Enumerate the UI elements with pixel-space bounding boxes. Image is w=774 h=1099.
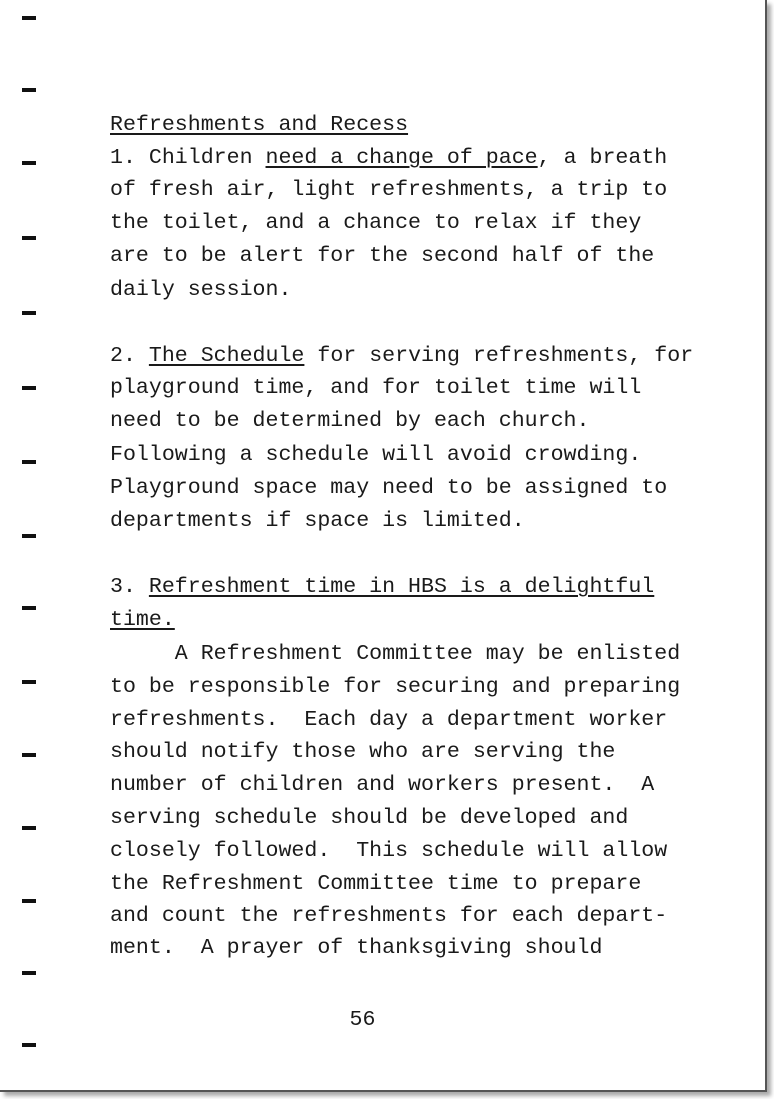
text-line bbox=[110, 642, 680, 666]
margin-mark bbox=[22, 826, 36, 830]
text-segment: 2. bbox=[110, 344, 149, 368]
text-segment: number of children and workers present. A bbox=[110, 773, 655, 797]
text-segment: the Refreshment Committee time to prepare bbox=[110, 872, 642, 896]
text-segment: Playground space may need to be assigned to bbox=[110, 476, 668, 500]
text-segment: are to be alert for the second half of the bbox=[110, 244, 655, 268]
margin-mark bbox=[22, 534, 36, 538]
text-line bbox=[110, 376, 641, 400]
text-line bbox=[110, 872, 641, 896]
margin-mark bbox=[22, 311, 36, 315]
text-segment: should notify those who are serving the bbox=[110, 740, 616, 764]
text-line bbox=[110, 278, 291, 302]
margin-mark bbox=[22, 753, 36, 757]
text-segment: departments if space is limited. bbox=[110, 509, 525, 533]
text-line bbox=[110, 211, 641, 235]
text-segment: need to be determined by each church. bbox=[110, 409, 590, 433]
margin-mark bbox=[22, 460, 36, 464]
margin-mark bbox=[22, 680, 36, 684]
underlined-text: time. bbox=[110, 608, 175, 632]
text-line bbox=[110, 476, 667, 500]
text-line bbox=[110, 936, 602, 960]
text-segment: and count the refreshments for each depart- bbox=[110, 904, 668, 928]
text-line bbox=[110, 773, 654, 797]
text-line bbox=[110, 575, 654, 599]
margin-mark bbox=[22, 88, 36, 92]
underlined-text: need a change of pace bbox=[265, 146, 538, 170]
page-number: 56 bbox=[349, 1008, 376, 1032]
text-line bbox=[110, 675, 680, 699]
text-segment: daily session. bbox=[110, 278, 292, 302]
text-segment: closely followed. This schedule will allow bbox=[110, 839, 668, 863]
text-line bbox=[110, 178, 667, 202]
margin-mark bbox=[22, 1043, 36, 1047]
text-segment: refreshments. Each day a department worker bbox=[110, 708, 668, 732]
text-segment: Following a schedule will avoid crowding. bbox=[110, 443, 642, 467]
text-line bbox=[110, 608, 175, 632]
text-line bbox=[110, 904, 667, 928]
text-segment: A Refreshment Committee may be enlisted bbox=[110, 642, 681, 666]
text-segment: of fresh air, light refreshments, a trip to bbox=[110, 178, 668, 202]
text-line bbox=[110, 839, 667, 863]
margin-mark bbox=[22, 16, 36, 20]
text-segment: playground time, and for toilet time will bbox=[110, 376, 642, 400]
margin-mark bbox=[22, 899, 36, 903]
text-line bbox=[110, 409, 589, 433]
margin-mark bbox=[22, 161, 36, 165]
text-line bbox=[110, 806, 628, 830]
text-segment: 3. bbox=[110, 575, 149, 599]
text-line bbox=[110, 443, 641, 467]
text-line bbox=[110, 509, 525, 533]
text-segment: to be responsible for securing and preparing bbox=[110, 675, 681, 699]
text-line bbox=[110, 708, 667, 732]
text-segment: ment. A prayer of thanksgiving should bbox=[110, 936, 603, 960]
margin-mark bbox=[22, 971, 36, 975]
text-segment: for serving refreshments, for bbox=[304, 344, 694, 368]
text-line bbox=[110, 740, 615, 764]
margin-mark bbox=[22, 606, 36, 610]
underlined-text: Refreshment time in HBS is a delightful bbox=[148, 575, 655, 599]
underlined-text: Refreshments and Recess bbox=[110, 113, 409, 137]
underlined-text: The Schedule bbox=[148, 344, 305, 368]
text-segment: , a breath bbox=[537, 146, 668, 170]
margin-mark bbox=[22, 236, 36, 240]
text-line bbox=[110, 244, 654, 268]
text-segment: the toilet, and a chance to relax if they bbox=[110, 211, 642, 235]
margin-mark bbox=[22, 386, 36, 390]
section-heading bbox=[110, 113, 408, 137]
text-line bbox=[110, 344, 693, 368]
text-segment: 1. Children bbox=[110, 146, 266, 170]
text-line bbox=[110, 146, 667, 170]
text-segment: serving schedule should be developed and bbox=[110, 806, 629, 830]
